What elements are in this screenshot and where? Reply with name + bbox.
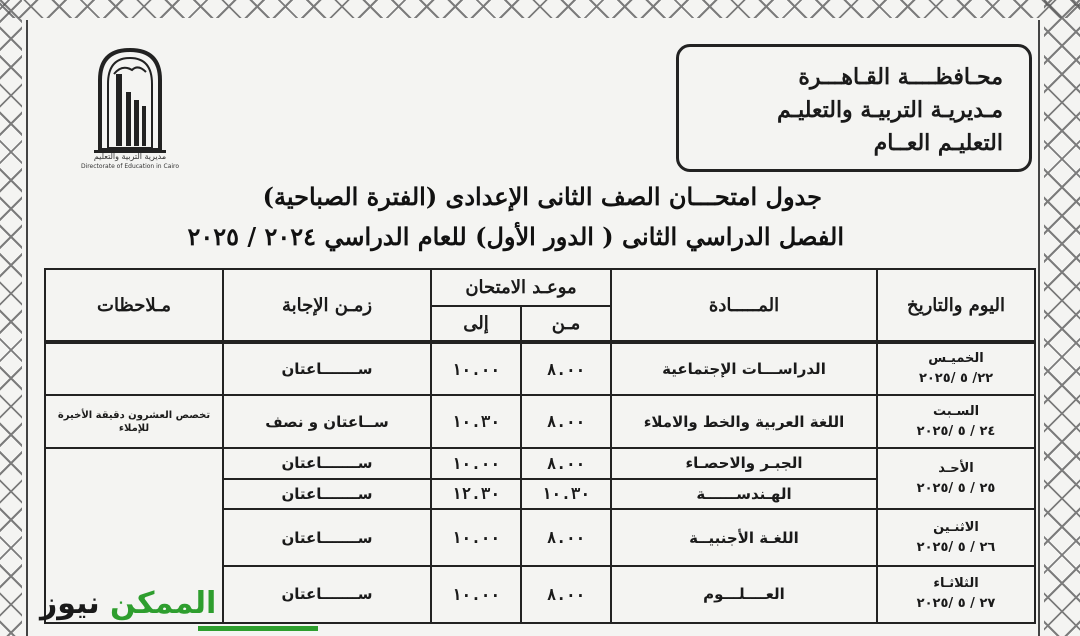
duration-cell: ســـــــاعتان bbox=[223, 342, 431, 395]
subject-cell: الجبـر والاحصـاء bbox=[611, 448, 877, 479]
subject-cell: الدراســـات الإجتماعية bbox=[611, 342, 877, 395]
header-notes: مـلاحظات bbox=[45, 269, 223, 342]
exam-schedule-table bbox=[44, 268, 1036, 624]
header-exam-time: موعـد الامتحان bbox=[431, 269, 611, 306]
header-to: إلى bbox=[431, 306, 521, 343]
table-row bbox=[45, 395, 1035, 448]
border-line-right bbox=[1038, 20, 1040, 636]
ornamental-border-top bbox=[0, 0, 1080, 18]
logo-caption: مديرية التربية والتعليم bbox=[93, 152, 167, 161]
from-time-cell: ٨.٠٠ bbox=[521, 509, 611, 566]
site-watermark bbox=[40, 586, 216, 621]
watermark-underline bbox=[198, 626, 318, 631]
exam-date: ٢٢/ ٥ /٢٠٢٥ bbox=[918, 371, 994, 387]
exam-date: ٢٦ / ٥ /٢٠٢٥ bbox=[916, 539, 996, 555]
header-duration: زمـن الإجابة bbox=[223, 269, 431, 342]
day-name: الثلاثـاء bbox=[933, 576, 979, 592]
from-time-cell: ٨.٠٠ bbox=[521, 566, 611, 623]
from-time-cell: ٨.٠٠ bbox=[521, 448, 611, 479]
subject-cell: العــــلـــوم bbox=[611, 566, 877, 623]
from-time-cell: ١٠.٣٠ bbox=[521, 479, 611, 510]
day-date-cell bbox=[877, 342, 1035, 395]
exam-date: ٢٧ / ٥ /٢٠٢٥ bbox=[916, 596, 996, 612]
header-day-date: اليوم والتاريخ bbox=[877, 269, 1035, 342]
to-time-cell: ١٠.٠٠ bbox=[431, 566, 521, 623]
ornamental-border-right bbox=[1044, 0, 1080, 636]
duration-cell: ســـــــاعتان bbox=[223, 509, 431, 566]
subject-cell: الهـندســــــة bbox=[611, 479, 877, 510]
schedule-title: جدول امتحـــان الصف الثانى الإعدادى (الفترة الصباحية) bbox=[262, 182, 822, 211]
ornamental-border-left bbox=[0, 0, 22, 636]
day-date-cell bbox=[877, 448, 1035, 509]
header-governorate: محـافظــــة القـاهـــرة bbox=[798, 64, 1003, 90]
duration-cell: ســـــــاعتان bbox=[223, 479, 431, 510]
exam-date: ٢٤ / ٥ /٢٠٢٥ bbox=[916, 423, 996, 439]
exam-date: ٢٥ / ٥ /٢٠٢٥ bbox=[916, 480, 996, 496]
header-subject: المـــــادة bbox=[611, 269, 877, 342]
day-date-cell bbox=[877, 566, 1035, 623]
duration-cell: ســـــــاعتان bbox=[223, 448, 431, 479]
day-name: الخميـس bbox=[928, 351, 984, 367]
day-date-cell bbox=[877, 395, 1035, 448]
watermark-text-dark: نيوز bbox=[40, 586, 100, 621]
schedule-subtitle: الفصل الدراسي الثانى ( الدور الأول) للعام الدراسي ٢٠٢٤ / ٢٠٢٥ bbox=[187, 222, 844, 251]
day-name: السـبت bbox=[932, 403, 980, 419]
to-time-cell: ١٠.٠٠ bbox=[431, 448, 521, 479]
from-time-cell: ٨.٠٠ bbox=[521, 395, 611, 448]
header-from: مـن bbox=[521, 306, 611, 343]
subject-cell: اللغـة الأجنبيــة bbox=[611, 509, 877, 566]
to-time-cell: ١٠.٠٠ bbox=[431, 342, 521, 395]
header-general-education: التعليـم العــام bbox=[873, 130, 1003, 156]
notes-cell: تخصص العشرون دقيقة الأخيرة للإملاء bbox=[45, 395, 223, 448]
header-directorate: مـديريـة التربيـة والتعليـم bbox=[776, 97, 1003, 123]
border-line-left bbox=[26, 20, 28, 636]
day-name: الأحـد bbox=[938, 460, 974, 476]
watermark-text-green: الممكن bbox=[110, 586, 217, 621]
to-time-cell: ١٢.٣٠ bbox=[431, 479, 521, 510]
to-time-cell: ١٠.٣٠ bbox=[431, 395, 521, 448]
governorate-header-box bbox=[676, 44, 1032, 172]
notes-cell bbox=[45, 342, 223, 395]
duration-cell: ســاعتان و نصف bbox=[223, 395, 431, 448]
day-date-cell bbox=[877, 509, 1035, 566]
duration-cell: ســـــــاعتان bbox=[223, 566, 431, 623]
day-name: الاثنـين bbox=[933, 519, 979, 535]
table-row bbox=[45, 448, 1035, 479]
to-time-cell: ١٠.٠٠ bbox=[431, 509, 521, 566]
from-time-cell: ٨.٠٠ bbox=[521, 342, 611, 395]
table-row bbox=[45, 342, 1035, 395]
logo-caption-english: Directorate of Education in Cairo bbox=[80, 163, 180, 170]
subject-cell: اللغة العربية والخط والاملاء bbox=[611, 395, 877, 448]
